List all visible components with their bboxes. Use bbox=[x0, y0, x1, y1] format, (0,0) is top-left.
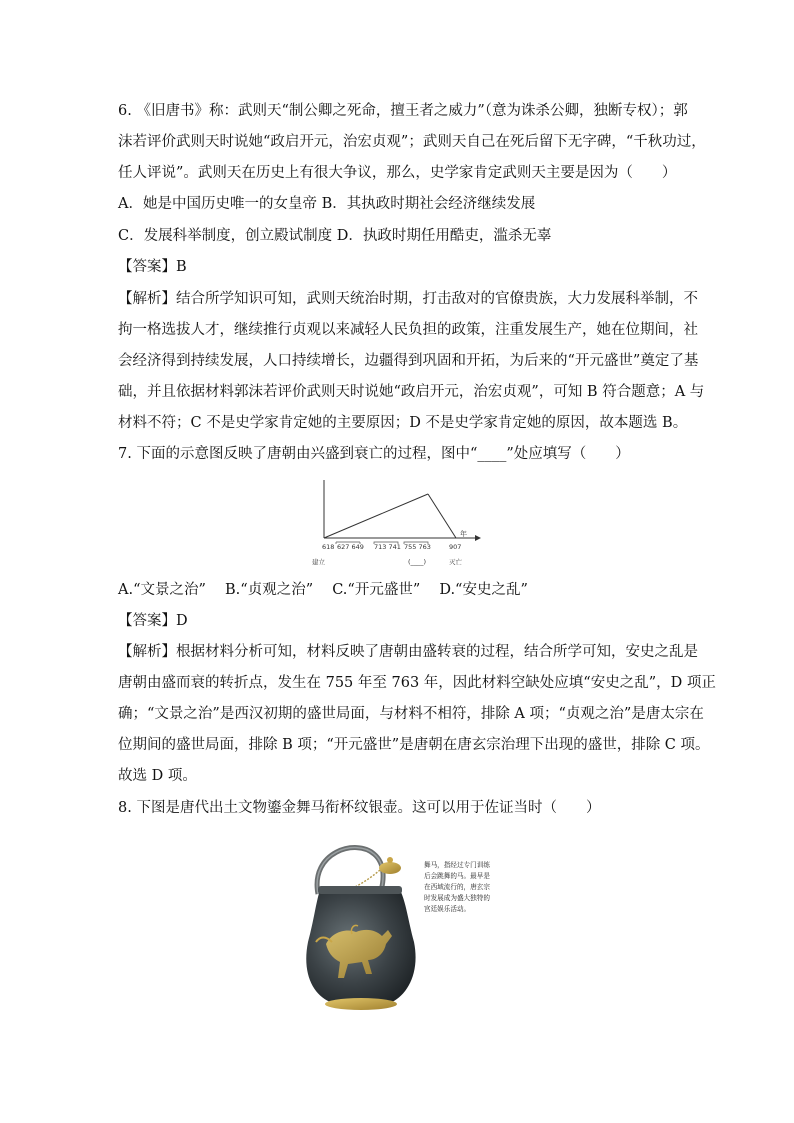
q6-answer: 【答案】B bbox=[118, 259, 187, 275]
q6-options-line-2: C．发展科举制度，创立殿试制度 D．执政时期任用酷吏，滥杀无辜 bbox=[118, 228, 552, 244]
chart-label-start: 建立 bbox=[312, 558, 325, 566]
q6-analysis-line-4: 础，并且依据材料郭沫若评价武则天时说她“政启开元，治宏贞观”，可知 B 符合题意；A 与 bbox=[118, 384, 705, 400]
q7-options: A.“文景之治” B.“贞观之治” C.“开元盛世” D.“安史之乱” bbox=[118, 582, 528, 598]
q6-analysis-line-2: 拘一格选拔人才，继续推行贞观以来减轻人民负担的政策，注重发展生产，她在位期间，社 bbox=[118, 322, 698, 338]
q6-analysis-line-5: 材料不符；C 不是史学家肯定她的主要原因；D 不是史学家肯定她的原因，故本题选 B。 bbox=[118, 415, 688, 431]
q6-stem-line-2: 沫若评价武则天时说她“政启开元，治宏贞观”；武则天自己在死后留下无字碑，“千秋功过， bbox=[118, 134, 706, 150]
chart-fall-line bbox=[428, 494, 456, 538]
chart-label-end: 灭亡 bbox=[449, 558, 462, 566]
q7-answer: 【答案】D bbox=[118, 613, 188, 629]
silver-pot-photo bbox=[296, 832, 426, 1020]
q6-stem-line-1: 6. 《旧唐书》称：武则天“制公卿之死命，擅王者之威力”（意为诛杀公卿，独断专权）；郭 bbox=[118, 103, 688, 119]
q6-options-line-1: A．她是中国历史唯一的女皇帝 B．其执政时期社会经济继续发展 bbox=[118, 196, 536, 212]
q6-stem-line-3: 任人评说”。武则天在历史上有很大争议，那么，史学家肯定武则天主要是因为（ ） bbox=[118, 165, 677, 181]
q7-analysis-line-5: 故选 D 项。 bbox=[118, 768, 197, 784]
chart-blank: (____) bbox=[408, 558, 427, 566]
image-caption: 舞马，指经过专门训练后会跳舞的马。最早是在西域流行的，唐玄宗时发展成为盛大独特的宫廷娱乐活动。 bbox=[424, 861, 490, 913]
q7-stem: 7. 下面的示意图反映了唐朝由兴盛到衰亡的过程，图中“____”处应填写（ ） bbox=[118, 446, 630, 462]
q7-analysis-line-3: 确；“文景之治”是西汉初期的盛世局面，与材料不相符，排除 A 项；“贞观之治”是唐太宗在 bbox=[118, 706, 704, 722]
q7-analysis-line-4: 位期间的盛世局面，排除 B 项；“开元盛世”是唐朝在唐玄宗治理下出现的盛世，排除 C 项。 bbox=[118, 737, 710, 753]
tick-label-713-741: 713 741 bbox=[374, 543, 401, 551]
tick-label-627-649: 627 649 bbox=[337, 543, 364, 551]
q6-analysis-line-3: 会经济得到持续发展，人口持续增长，边疆得到巩固和开拓，为后来的“开元盛世”奠定了基 bbox=[118, 353, 699, 369]
pot-lid bbox=[379, 862, 401, 874]
q8-stem: 8. 下图是唐代出土文物鎏金舞马衔杯纹银壶。这可以用于佐证当时（ ） bbox=[118, 800, 601, 816]
chart-rise-line bbox=[324, 494, 428, 538]
tang-dynasty-chart bbox=[310, 476, 495, 574]
tick-label-907: 907 bbox=[449, 543, 462, 551]
q7-analysis-line-2: 唐朝由盛而衰的转折点，发生在 755 年至 763 年，因此材料空缺处应填“安史之乱”，D 项正 bbox=[118, 675, 716, 691]
q7-analysis-line-1: 【解析】根据材料分析可知，材料反映了唐朝由盛转衰的过程，结合所学可知，安史之乱是 bbox=[118, 644, 698, 660]
pot-base bbox=[325, 998, 397, 1010]
x-axis-arrow bbox=[475, 535, 481, 541]
tick-label-618: 618 bbox=[322, 543, 335, 551]
q6-analysis-line-1: 【解析】结合所学知识可知，武则天统治时期，打击敌对的官僚贵族，大力发展科举制，不 bbox=[118, 291, 698, 307]
tick-label-755-763: 755 763 bbox=[404, 543, 431, 551]
chart-axis-label: 年 bbox=[460, 530, 467, 538]
